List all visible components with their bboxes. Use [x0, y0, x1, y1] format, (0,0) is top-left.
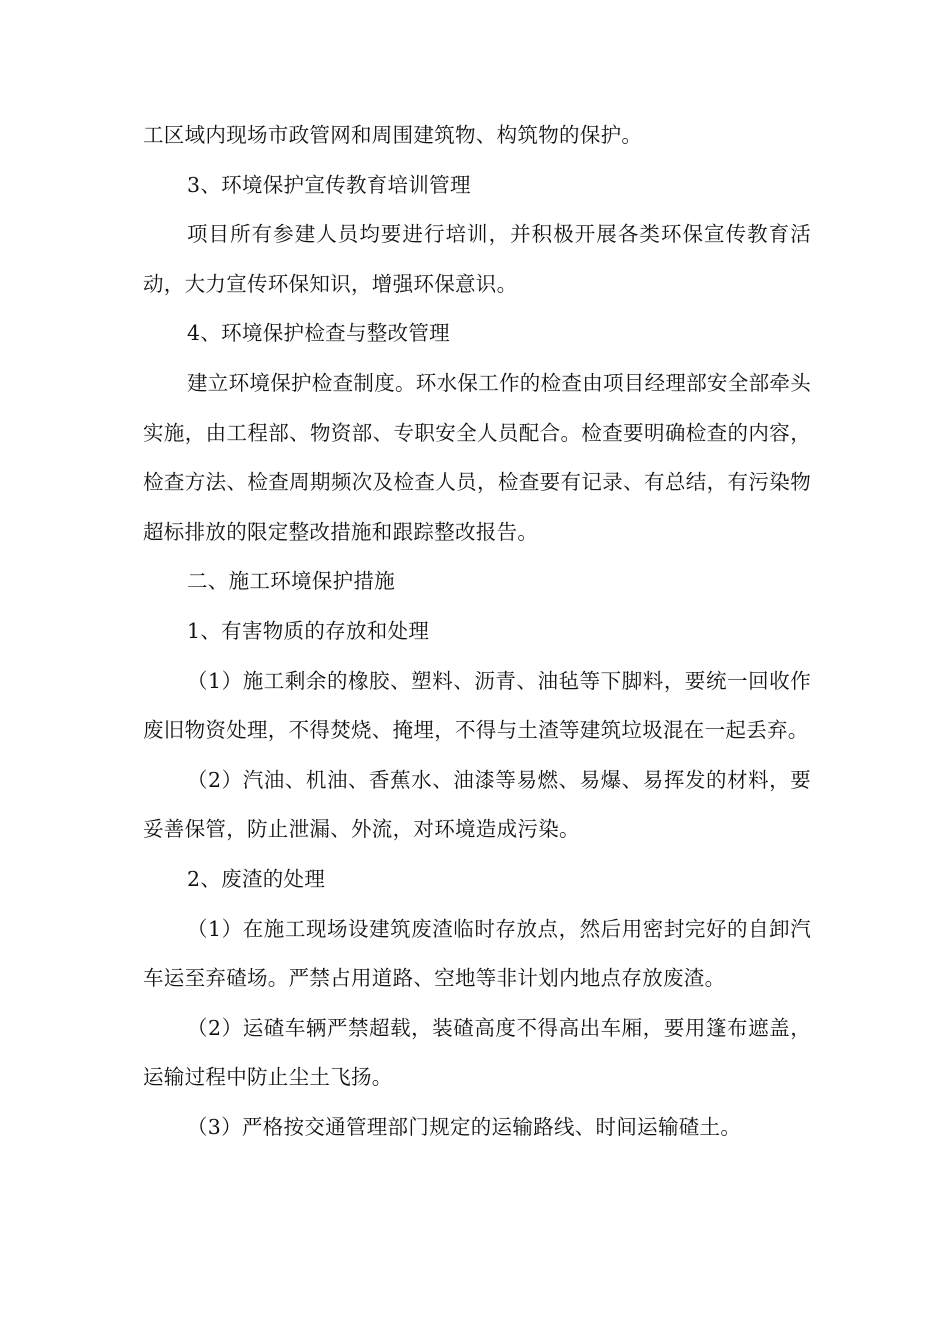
paragraph-training: 项目所有参建人员均要进行培训，并积极开展各类环保宣传教育活动，大力宣传环保知识，增强环保意识。: [143, 222, 811, 296]
section-heading-inspection: 4、环境保护检查与整改管理: [187, 321, 450, 346]
section-heading-hazardous: 1、有害物质的存放和处理: [187, 618, 430, 643]
list-item-waste-2: （2）运碴车辆严禁超载，装碴高度不得高出车厢，要用篷布遮盖，运输过程中防止尘土飞扬。: [143, 1015, 811, 1090]
document-body: [143, 111, 811, 1152]
paragraph-continuation: 工区域内现场市政管网和周围建筑物、构筑物的保护。: [143, 123, 643, 147]
section-heading-waste: 2、废渣的处理: [187, 866, 326, 891]
list-item-hazardous-1: （1）施工剩余的橡胶、塑料、沥青、油毡等下脚料，要统一回收作废旧物资处理，不得焚烧、掩埋，不得与土渣等建筑垃圾混在一起丢弃。: [143, 668, 811, 743]
section-heading-training: 3、环境保护宣传教育培训管理: [187, 172, 471, 197]
chapter-heading-measures: 二、施工环境保护措施: [187, 569, 395, 594]
list-item-waste-1: （1）在施工现场设建筑废渣临时存放点，然后用密封完好的自卸汽车运至弃碴场。严禁占用道路、空地等非计划内地点存放废渣。: [143, 916, 811, 991]
list-item-waste-3: （3）严格按交通管理部门规定的运输路线、时间运输碴土。: [187, 1114, 742, 1139]
list-item-hazardous-2: （2）汽油、机油、香蕉水、油漆等易燃、易爆、易挥发的材料，要妥善保管，防止泄漏、外流，对环境造成污染。: [143, 767, 811, 842]
paragraph-inspection: 建立环境保护检查制度。环水保工作的检查由项目经理部安全部牵头实施，由工程部、物资部、专职安全人员配合。检查要明确检查的内容，检查方法、检查周期频次及检查人员，检查要有记录、有总结，有污染物超标排放的限定整改措施和跟踪整改报告。: [143, 370, 811, 544]
